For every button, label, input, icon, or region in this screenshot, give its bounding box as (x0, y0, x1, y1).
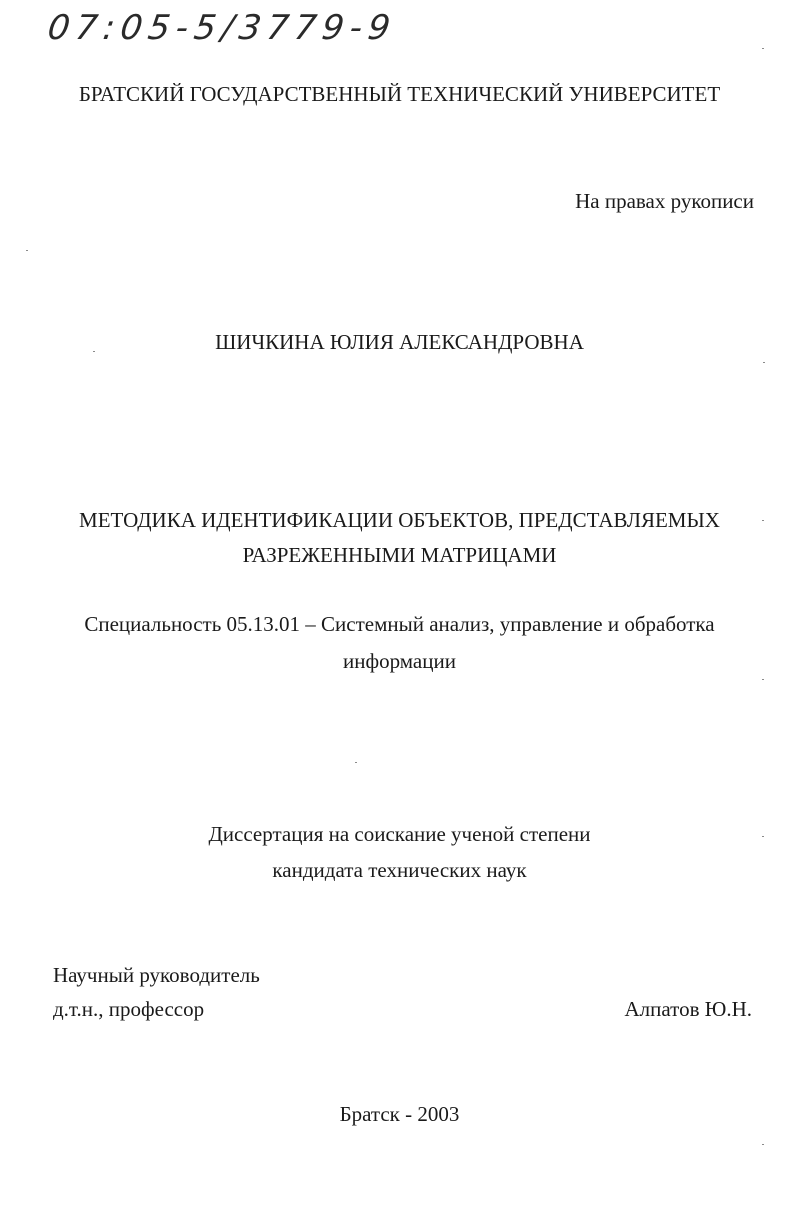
specialty-line-2: информации (343, 649, 456, 673)
dissertation-title-line-2: РАЗРЕЖЕННЫМИ МАТРИЦАМИ (242, 543, 557, 567)
scan-speck (762, 520, 764, 521)
scan-speck (355, 762, 357, 763)
dissertation-title-line-1: МЕТОДИКА ИДЕНТИФИКАЦИИ ОБЪЕКТОВ, ПРЕДСТАВЛЯЕМЫХ (79, 508, 720, 532)
specialty-line-1: Специальность 05.13.01 – Системный анализ, управление и обработка (84, 612, 715, 636)
place-and-year: Братск - 2003 (339, 1102, 460, 1126)
scan-speck (26, 250, 28, 251)
handwritten-registration-number: 07:05-5/3779-9 (45, 8, 399, 48)
supervisor-label: Научный руководитель (53, 963, 260, 987)
scan-speck (763, 362, 765, 363)
supervisor-name: Алпатов Ю.Н. (624, 997, 752, 1021)
manuscript-rights-note: На правах рукописи (575, 189, 754, 213)
scan-speck (93, 351, 95, 352)
degree-line-1: Диссертация на соискание ученой степени (208, 822, 591, 846)
scan-speck (762, 48, 764, 49)
supervisor-title: д.т.н., профессор (53, 997, 205, 1021)
author-name: ШИЧКИНА ЮЛИЯ АЛЕКСАНДРОВНА (215, 330, 584, 354)
scan-speck (762, 679, 764, 680)
degree-line-2: кандидата технических наук (272, 858, 527, 882)
university-name: БРАТСКИЙ ГОСУДАРСТВЕННЫЙ ТЕХНИЧЕСКИЙ УНИВЕРСИТЕТ (78, 82, 721, 106)
scan-speck (762, 1144, 764, 1145)
scan-speck (762, 836, 764, 837)
